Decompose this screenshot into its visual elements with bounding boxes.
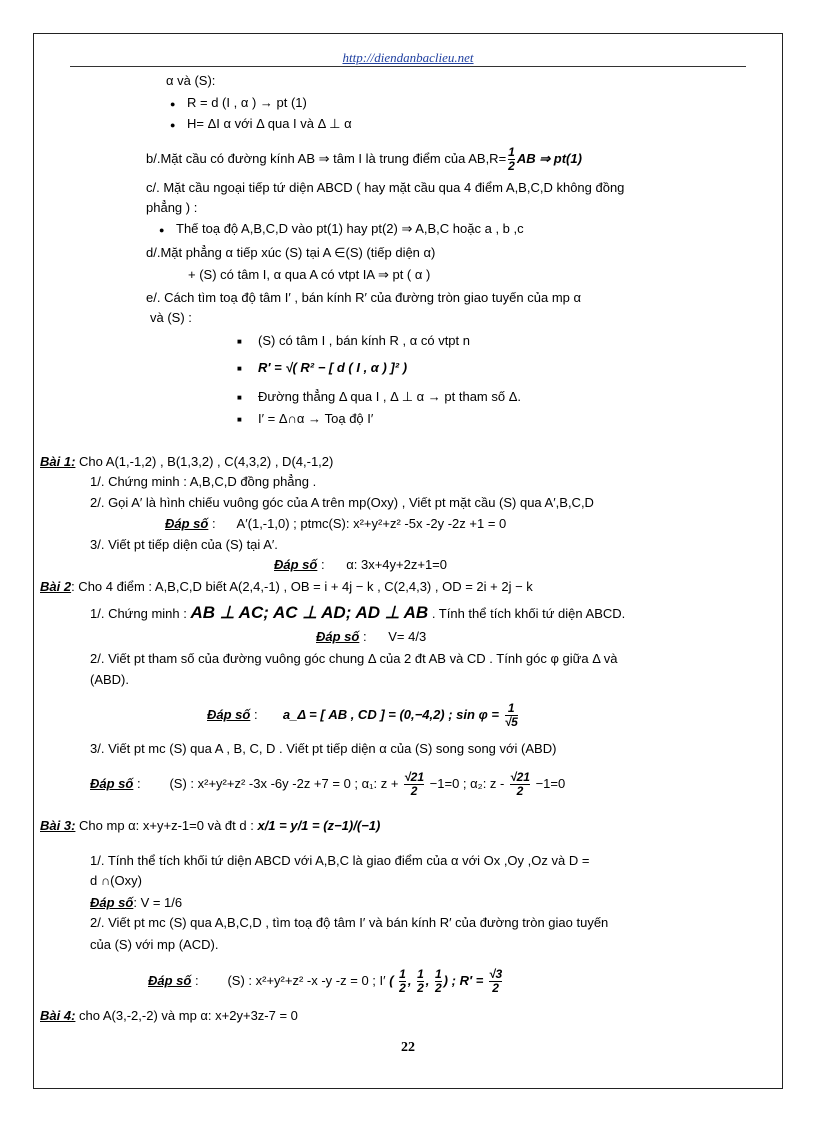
coord-frac: $\frac{1}{2}$ <box>417 967 424 995</box>
frac-num: √21 <box>404 770 425 784</box>
bai2-answer1: Đáp số : V= 4/3 <box>316 629 427 644</box>
bai2-heading <box>40 579 533 595</box>
center-coords: ( $\frac{1}{2}$ , $\frac{1}{2}$ , $\frac{1}{2}$ ) <box>389 967 449 995</box>
frac-den: 2 <box>404 784 424 798</box>
bai1-answer3: Đáp số : α: 3x+4y+2z+1=0 <box>274 557 448 572</box>
bai1-q2: 2/. Gọi A′ là hình chiếu vuông góc của A trên mp(Oxy) , Viết pt mặt cầu (S) qua A′,B,C,D <box>90 495 594 510</box>
theory-e-bullet-3: ■ Đường thẳng Δ qua I , Δ ⊥ α → pt tham số Δ. <box>258 389 521 405</box>
bai1-ans2: A′(1,-1,0) ; ptmc(S): x²+y²+z² -5x -2y -2z +1 = 0 <box>236 516 507 531</box>
half-fraction: $\frac{1}{2}$ <box>508 145 515 173</box>
bai3-line-eq: x/1 = y/1 = (z−1)/(−1) <box>257 818 381 833</box>
bai1-answer2: Đáp số : A′(1,-1,0) ; ptmc(S): x²+y²+z² -5x -2y -2z +1 = 0 <box>165 516 507 531</box>
bai3-heading <box>40 818 380 834</box>
sin-num: 1 <box>507 701 515 715</box>
bai2-title: Bài 2 <box>40 579 72 594</box>
answer-label: Đáp số <box>165 516 209 531</box>
bai3-statement: Cho mp α: x+y+z-1=0 và đt d : <box>79 818 254 833</box>
bai2-q2-line1: 2/. Viết pt tham số của đường vuông góc chung Δ của 2 đt AB và CD . Tính góc φ giữa Δ và <box>90 651 618 666</box>
bai3-answer2: Đáp số : (S) : x²+y²+z² -x -y -z = 0 ; I′ ( $\frac{1}{2}$ , $\frac{1}{2}$ , $\frac{1}{2}$ ) ; R′ = $\frac{√3}{2}$ <box>148 967 503 995</box>
bai2-q1-b: AB ⊥ AC; AC ⊥ AD; AD ⊥ AB <box>190 603 429 622</box>
coord-frac: $\frac{1}{2}$ <box>434 967 442 995</box>
bai3-ans1: : V = 1/6 <box>133 895 183 910</box>
theory-e-bullet-1: ■ (S) có tâm I , bán kính R , α có vtpt n <box>258 333 470 349</box>
theory-bullet-2: ● H= ΔI α với Δ qua I và Δ ⊥ α <box>187 116 352 132</box>
bai2-q2-line2: (ABD). <box>90 672 129 687</box>
bai2-answer3: Đáp số : (S) : x²+y²+z² -3x -6y -2z +7 = 0 ; α₁: z + $\frac{√21}{2}$ −1=0 ; α₂: z - $\frac{√21}{2}$ −1=0 <box>90 770 566 798</box>
bai2-ans2: a_Δ = [ AB , CD ] = (0,−4,2) ; sin φ = <box>282 706 499 722</box>
answer-label: Đáp số <box>90 775 134 791</box>
theory-c-line2: phẳng ) : <box>146 200 198 215</box>
theory-line0: α và (S): <box>166 73 216 88</box>
bai2-ans1: V= 4/3 <box>388 629 427 644</box>
sin-fraction <box>505 702 518 729</box>
sin-den: √5 <box>504 715 518 729</box>
header-link[interactable]: http://diendanbaclieu.net <box>342 50 474 65</box>
bai3-ans2-b: ; R′ = <box>451 972 484 988</box>
frac-den: 2 <box>510 784 530 798</box>
bai1-q3: 3/. Viết pt tiếp diện của (S) tại A′. <box>90 537 278 552</box>
answer-label: Đáp số <box>207 706 251 722</box>
theory-d-line2: + (S) có tâm I, α qua A có vtpt IA ⇒ pt ( α ) <box>188 267 431 282</box>
sqrt21-fraction-1 <box>404 771 424 798</box>
theory-c-line1: c/. Mặt cầu ngoại tiếp tứ diện ABCD ( hay mặt cầu qua 4 điểm A,B,C,D không đồng <box>146 180 625 195</box>
bai2-ans3-a: (S) : x²+y²+z² -3x -6y -2z +7 = 0 ; α₁: z + <box>169 775 399 791</box>
bai3-q2-line2: của (S) với mp (ACD). <box>90 937 219 952</box>
bai1-title: Bài 1: <box>40 454 76 469</box>
bai2-ans3-c: −1=0 <box>535 775 566 791</box>
r-den: 2 <box>489 981 502 995</box>
bai2-statement: : Cho 4 điểm : A,B,C,D biết A(2,4,-1) , OB = i + 4j − k , C(2,4,3) , OD = 2i + 2j − k <box>71 579 533 594</box>
bai3-q1-line2: d ∩(Oxy) <box>90 873 142 888</box>
coord-frac: $\frac{1}{2}$ <box>399 967 406 995</box>
bai3-q1-line1: 1/. Tính thể tích khối tứ diện ABCD với A,B,C là giao điểm của α với Ox ,Oy ,Oz và D = <box>90 853 590 868</box>
bai1-heading <box>40 454 333 470</box>
bai3-q2-line1: 2/. Viết pt mc (S) qua A,B,C,D , tìm toạ độ tâm I′ và bán kính R′ của đường tròn giao tuyến <box>90 915 609 930</box>
theory-e-line2: và (S) : <box>150 310 192 325</box>
bai2-q1 <box>90 605 625 622</box>
bai1-ans3: α: 3x+4y+2z+1=0 <box>346 557 448 572</box>
bai1-q1: 1/. Chứng minh : A,B,C,D đồng phẳng . <box>90 474 317 489</box>
bai3-ans2-a: (S) : x²+y²+z² -x -y -z = 0 ; I′ <box>227 972 386 988</box>
bai4-title: Bài 4: <box>40 1008 76 1023</box>
theory-e-bullet-2: ■ R′ = √( R² − [ d ( I , α ) ]² ) <box>258 360 407 376</box>
bai2-ans3-b: −1=0 ; α₂: z - <box>429 775 505 791</box>
theory-d-line: d/.Mặt phẳng α tiếp xúc (S) tại A ∈(S) (tiếp diện α) <box>146 245 436 260</box>
bai4-statement: cho A(3,-2,-2) và mp α: x+2y+3z-7 = 0 <box>79 1008 298 1023</box>
r-num: √3 <box>488 967 503 981</box>
radius-fraction <box>489 968 502 995</box>
theory-c-bullet: ● Thế toạ độ A,B,C,D vào pt(1) hay pt(2) ⇒ A,B,C hoặc a , b ,c <box>176 221 524 237</box>
bai3-answer1 <box>90 895 182 911</box>
bai2-q1-a: 1/. Chứng minh : <box>90 606 187 621</box>
theory-b-tail: AB ⇒ pt(1) <box>516 150 582 166</box>
answer-label: Đáp số <box>90 895 134 910</box>
theory-b <box>146 146 582 173</box>
bai1-statement: Cho A(1,-1,2) , B(1,3,2) , C(4,3,2) , D(4,-1,2) <box>79 454 334 469</box>
bai4-heading <box>40 1008 298 1024</box>
bai3-title: Bài 3: <box>40 818 76 833</box>
sqrt21-fraction-2 <box>510 771 530 798</box>
theory-e-line1: e/. Cách tìm toạ độ tâm I′ , bán kính R′ của đường tròn giao tuyến của mp α <box>146 290 582 305</box>
theory-bullet-1: ● R = d (I , α ) → pt (1) <box>187 95 307 111</box>
frac-num: √21 <box>510 770 530 784</box>
page-number: 22 <box>401 1040 415 1055</box>
answer-label: Đáp số <box>316 629 360 644</box>
answer-label: Đáp số <box>148 972 192 988</box>
bai2-q3: 3/. Viết pt mc (S) qua A , B, C, D . Viết pt tiếp diện α của (S) song song với (ABD) <box>90 741 557 756</box>
bai2-answer2: Đáp số : a_Δ = [ AB , CD ] = (0,−4,2) ; sin φ = $\frac{1}{√5}$ <box>207 701 518 729</box>
answer-label: Đáp số <box>274 557 318 572</box>
header-rule <box>70 66 746 67</box>
theory-b-text: b/.Mặt cầu có đường kính AB ⇒ tâm I là trung điểm của AB,R= <box>146 150 507 166</box>
bai2-q1-c: . Tính thể tích khối tứ diện ABCD. <box>431 606 626 621</box>
theory-e-bullet-4: ■ I′ = Δ∩α → Toạ độ I′ <box>258 411 373 427</box>
